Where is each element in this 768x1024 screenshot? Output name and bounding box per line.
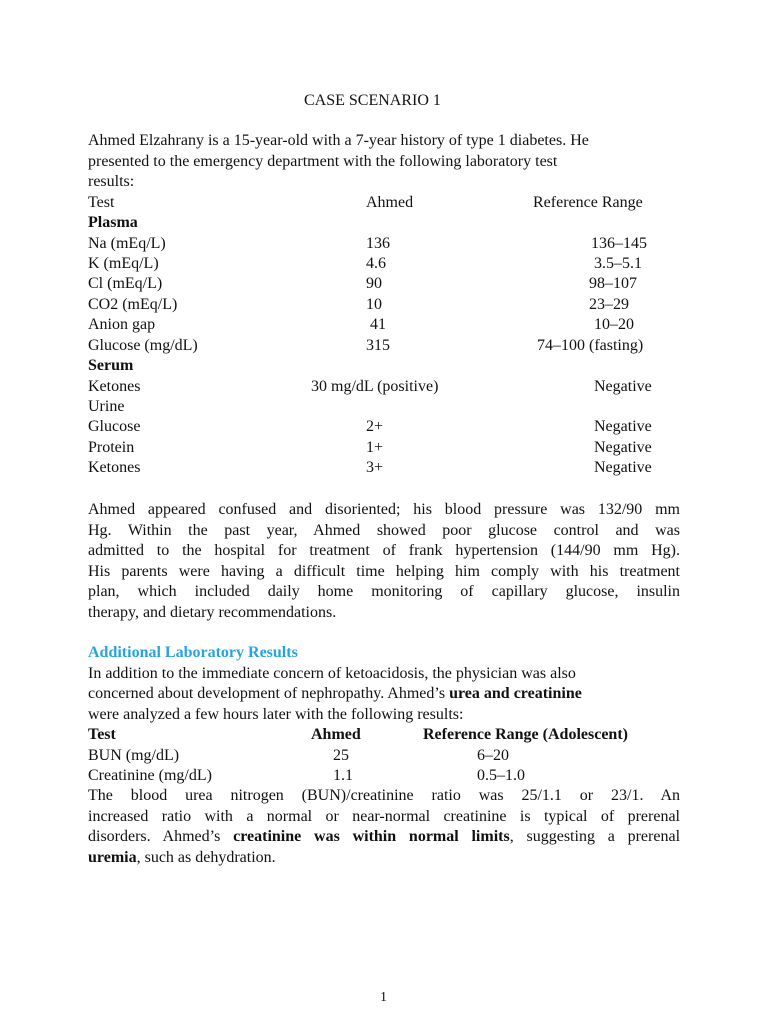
table-row-range: 3.5–5.1 xyxy=(594,255,642,272)
table-row-test: Ketones xyxy=(88,378,141,395)
table2-row-range: 0.5–1.0 xyxy=(477,767,525,784)
table-row-test: K (mEq/L) xyxy=(88,255,159,272)
table-header-test: Test xyxy=(88,194,115,211)
table-row-patient: 10 xyxy=(366,296,382,313)
table-row-range: Negative xyxy=(594,418,652,435)
paragraph-line: In addition to the immediate concern of ketoacidosis, the physician was also xyxy=(88,665,576,682)
table2-header-range: Reference Range (Adolescent) xyxy=(423,726,628,743)
table2-row-patient: 25 xyxy=(333,747,349,764)
table2-row-patient: 1.1 xyxy=(333,767,353,784)
section-heading: Additional Laboratory Results xyxy=(88,644,298,661)
table-row-range: 136–145 xyxy=(591,235,647,252)
table-row-patient: 41 xyxy=(370,316,386,333)
paragraph-line: His parents were having a difficult time helping him comply with his treatment xyxy=(88,563,680,580)
table-header-patient: Ahmed xyxy=(366,194,414,211)
table-row-patient: 136 xyxy=(366,235,390,252)
table-header-range: Reference Range xyxy=(533,194,643,211)
table-row-patient: 1+ xyxy=(366,439,384,456)
table-row-patient: 30 mg/dL (positive) xyxy=(311,378,439,395)
table-row-patient: 315 xyxy=(366,337,390,354)
intro-line: results: xyxy=(88,173,135,190)
section-serum: Serum xyxy=(88,357,134,374)
paragraph-line: admitted to the hospital for treatment of frank hypertension (144/90 mm Hg). xyxy=(88,542,680,559)
text-span-bold: uremia xyxy=(88,849,137,866)
table-row-range: 23–29 xyxy=(589,296,629,313)
table-row-range: Negative xyxy=(594,459,652,476)
table-row-test: Glucose (mg/dL) xyxy=(88,337,198,354)
text-span: , such as dehydration. xyxy=(136,849,276,866)
text-span-bold: urea and creatinine xyxy=(449,685,582,702)
paragraph-line: therapy, and dietary recommendations. xyxy=(88,604,337,621)
page-title: CASE SCENARIO 1 xyxy=(304,92,441,109)
paragraph-line xyxy=(88,827,680,848)
table-row-test: Anion gap xyxy=(88,316,156,333)
table-row-test: Protein xyxy=(88,439,135,456)
text-span-bold: creatinine was within normal limits xyxy=(233,828,510,845)
table-row-range: 98–107 xyxy=(589,275,637,292)
text-span: disorders. Ahmed’s xyxy=(88,828,234,845)
table2-row-range: 6–20 xyxy=(477,747,509,764)
section-urine: Urine xyxy=(88,398,125,415)
table-row-test: Na (mEq/L) xyxy=(88,235,166,252)
text-span: , suggesting a prerenal xyxy=(509,828,681,845)
table-row-test: Glucose xyxy=(88,418,141,435)
page-number: 1 xyxy=(380,990,387,1005)
table2-header-test: Test xyxy=(88,726,116,743)
table-row-range: 74–100 (fasting) xyxy=(537,337,644,354)
table-row-test: CO2 (mEq/L) xyxy=(88,296,178,313)
table-row-test: Cl (mEq/L) xyxy=(88,275,163,292)
table-row-test: Ketones xyxy=(88,459,141,476)
table2-row-test: BUN (mg/dL) xyxy=(88,747,180,764)
table-row-patient: 90 xyxy=(366,275,382,292)
table2-header-patient: Ahmed xyxy=(311,726,361,743)
section-plasma: Plasma xyxy=(88,214,138,231)
table-row-range: 10–20 xyxy=(594,316,634,333)
paragraph-line: plan, which included daily home monitoring of capillary glucose, insulin xyxy=(88,583,680,600)
paragraph-line: Hg. Within the past year, Ahmed showed poor glucose control and was xyxy=(88,522,680,539)
paragraph-line: The blood urea nitrogen (BUN)/creatinine ratio was 25/1.1 or 23/1. An xyxy=(88,787,680,804)
paragraph-line: were analyzed a few hours later with the following results: xyxy=(88,706,464,723)
paragraph-line xyxy=(88,684,582,704)
table-row-patient: 3+ xyxy=(366,459,384,476)
intro-line: Ahmed Elzahrany is a 15-year-old with a 7-year history of type 1 diabetes. He xyxy=(88,132,589,149)
table-row-patient: 4.6 xyxy=(366,255,386,272)
paragraph-line: Ahmed appeared confused and disoriented; his blood pressure was 132/90 mm xyxy=(88,501,680,518)
intro-line: presented to the emergency department with the following laboratory test xyxy=(88,153,558,170)
table2-row-test: Creatinine (mg/dL) xyxy=(88,767,212,784)
table-row-range: Negative xyxy=(594,439,652,456)
table-row-patient: 2+ xyxy=(366,418,384,435)
table-row-range: Negative xyxy=(594,378,652,395)
text-span: concerned about development of nephropathy. Ahmed’s xyxy=(88,685,450,702)
paragraph-line: increased ratio with a normal or near-normal creatinine is typical of prerenal xyxy=(88,808,680,825)
paragraph-line xyxy=(88,848,276,868)
